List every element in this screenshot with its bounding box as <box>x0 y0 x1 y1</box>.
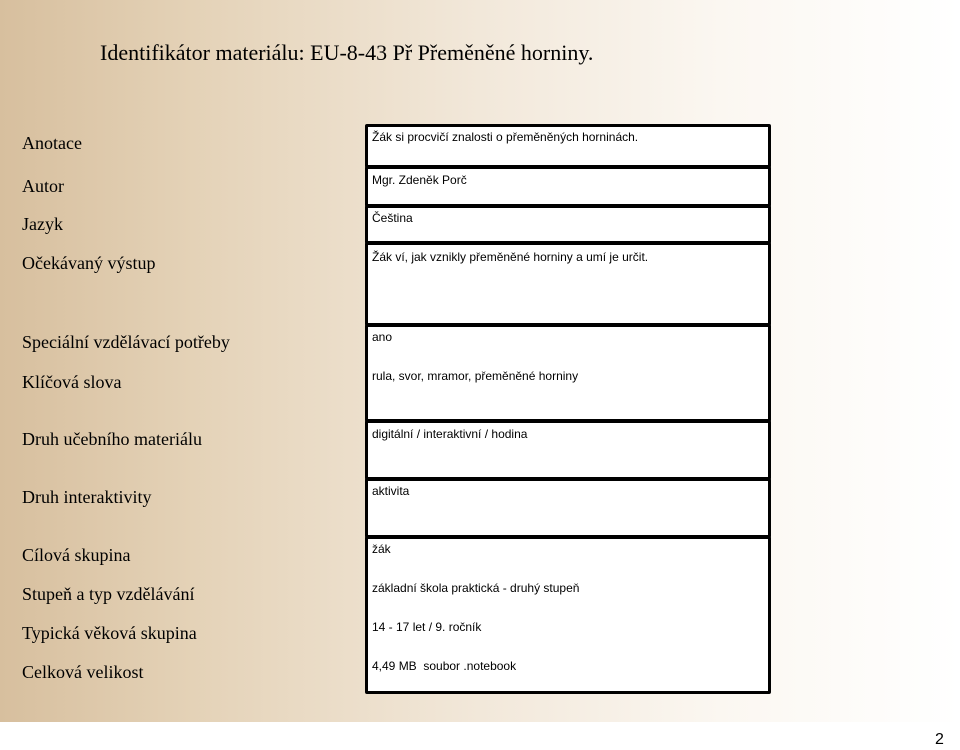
row-value: žák <box>372 542 391 556</box>
row-label: Očekávaný výstup <box>22 253 156 273</box>
row-value: 14 - 17 let / 9. ročník <box>372 620 482 634</box>
row-value: Žák si procvičí znalosti o přeměněných horninách. <box>372 130 639 144</box>
row-label: Cílová skupina <box>22 545 131 565</box>
row-label: Typická věková skupina <box>22 623 197 643</box>
row-value: ano <box>372 330 393 344</box>
page-number: 2 <box>935 731 944 748</box>
value-box-jazyk <box>365 205 771 244</box>
row-label: Druh učebního materiálu <box>22 429 202 449</box>
row-value: Čeština <box>372 211 413 225</box>
row-value: aktivita <box>372 484 410 498</box>
value-box-druh-interaktivity <box>365 478 771 538</box>
row-label: Celková velikost <box>22 662 144 682</box>
row-label: Speciální vzdělávací potřeby <box>22 332 230 352</box>
row-value: rula, svor, mramor, přeměněné horniny <box>372 369 579 383</box>
row-value: Žák ví, jak vznikly přeměněné horniny a umí je určit. <box>372 250 649 264</box>
row-label: Anotace <box>22 133 82 153</box>
row-value: digitální / interaktivní / hodina <box>372 427 528 441</box>
row-label: Jazyk <box>22 214 63 234</box>
document-title: Identifikátor materiálu: EU-8-43 Př Přeměněné horniny. <box>100 40 594 65</box>
row-label: Klíčová slova <box>22 372 122 392</box>
row-value: základní škola praktická - druhý stupeň <box>372 581 580 595</box>
row-label: Stupeň a typ vzdělávání <box>22 584 195 604</box>
row-value: Mgr. Zdeněk Porč <box>372 173 467 187</box>
row-label: Autor <box>22 176 64 196</box>
row-label: Druh interaktivity <box>22 487 152 507</box>
row-value: 4,49 MB soubor .notebook <box>372 659 517 673</box>
